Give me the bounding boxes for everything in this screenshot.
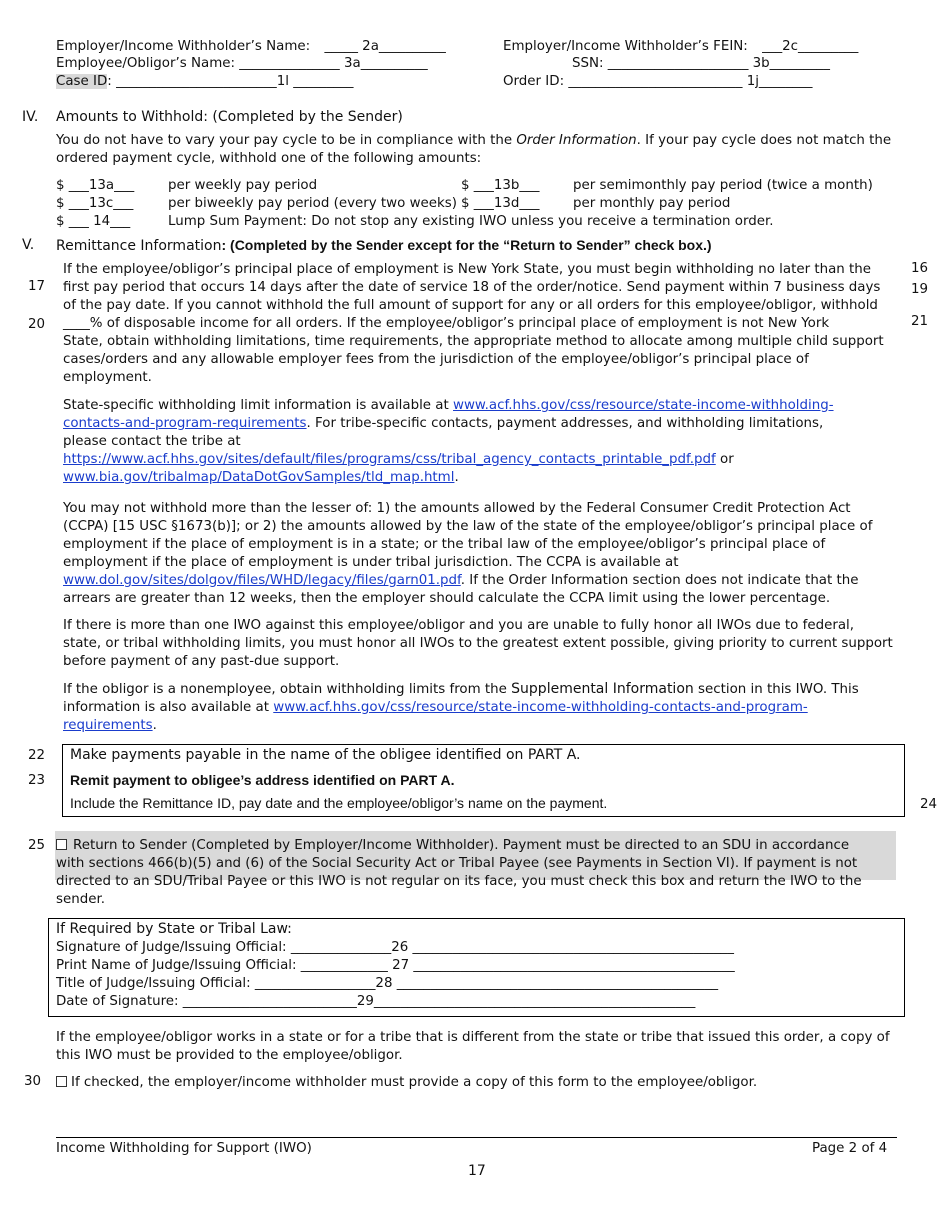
ccpa-link[interactable]: www.dol.gov/sites/dolgov/files/WHD/legacy/files/garn01.pdf [63,573,461,588]
paragraph-text: or [715,452,734,467]
paragraph-text: State-specific withholding limit information is available at [63,398,454,413]
footer-form-title: Income Withholding for Support (IWO) [56,1141,312,1156]
copy-checkbox-label: If checked, the employer/income withholder must provide a copy of this form to the employee/obligor. [71,1075,758,1090]
remittance-paragraph-2 [63,397,903,487]
margin-number-25: 25 [28,838,46,853]
amount-lump-sum-field[interactable]: $ ___ 14___ [56,214,131,229]
section-iv-numeral: IV. [22,109,39,125]
employer-name-label: Employer/Income Withholder’s Name: [56,39,311,54]
footer-rule [56,1137,897,1138]
paragraph-line: employment if the place of employment is under tribal jurisdiction. The CCPA is available at [63,555,679,570]
return-to-sender-checkbox[interactable] [56,839,67,850]
amount-lump-sum-label: Lump Sum Payment: Do not stop any existing IWO unless you receive a termination order. [168,214,774,229]
signature-box [48,918,905,1017]
margin-number-22: 22 [28,748,46,763]
return-to-sender-text: with sections 466(b)(5) and (6) of the Social Security Act or Tribal Payee (see Payments in Section VI). If payment is not [56,856,858,871]
paragraph-line: employment. [63,370,152,385]
remittance-paragraph-5 [63,680,903,735]
case-id-label: Case ID [56,74,108,89]
remittance-id-instruction: Include the Remittance ID, pay date and the employee/obligor’s name on the payment. [70,795,608,811]
tribal-map-link[interactable]: www.bia.gov/tribalmap/DataDotGovSamples/tld_map.html [63,470,455,485]
amount-biweekly-label: per biweekly pay period (every two weeks) [168,196,457,211]
paragraph-line: cases/orders and any allowable employer fees from the jurisdiction of the employee/obligor’s principal place of [63,352,809,367]
fein-label: Employer/Income Withholder’s FEIN: [503,39,748,54]
section-iv-heading: Amounts to Withhold: (Completed by the Sender) [56,109,403,125]
obligor-name-label: Employee/Obligor’s Name: [56,56,236,71]
footer-page-number: Page 2 of 4 [812,1141,888,1156]
copy-checkbox-row [56,1074,757,1091]
amount-monthly-field[interactable]: $ ___13d___ [461,196,540,211]
tribal-contacts-link[interactable]: https://www.acf.hhs.gov/sites/default/files/programs/css/tribal_agency_contacts_printable_pdf.pdf [63,452,716,467]
state-withholding-link-cont[interactable]: contacts-and-program-requirements [63,416,307,431]
judge-signature-field[interactable]: Signature of Judge/Issuing Official: _______________26 ________________________________________________ [56,940,734,955]
signature-date-field[interactable]: Date of Signature: __________________________29________________________________________________ [56,994,696,1009]
paragraph-text: . For tribe-specific contacts, payment addresses, and withholding limitations, [306,416,824,431]
withholding-contacts-link[interactable]: www.acf.hhs.gov/css/resource/state-income-withholding-contacts-and-program- [273,700,808,715]
paragraph-line: of the pay date. If you cannot withhold the full amount of support for any or all orders for this employee/obligor, withhold [63,298,878,313]
employer-name-row [56,38,446,55]
amount-monthly-label: per monthly pay period [573,196,731,211]
amount-weekly-field[interactable]: $ ___13a___ [56,178,135,193]
margin-number-16: 16 [911,261,929,276]
intro-text-tail: . If your pay cycle does not match the [636,133,892,148]
order-information-term: Order Information [516,133,637,148]
copy-note-line: If the employee/obligor works in a state or for a tribe that is different from the state or tribe that issued this order, a copy of [56,1030,890,1045]
amount-weekly-label: per weekly pay period [168,178,318,193]
remit-instruction: Remit payment to obligee’s address identified on PART A. [70,772,455,788]
signature-box-title: If Required by State or Tribal Law: [56,921,292,937]
margin-number-23: 23 [28,773,46,788]
paragraph-text: . If the Order Information section does not indicate that the [460,573,859,588]
payment-instructions-box [62,744,905,817]
paragraph-text: . [454,470,459,485]
paragraph-line: arrears are greater than 12 weeks, then the employer should calculate the CCPA limit using the lower percentage. [63,591,831,606]
obligor-name-field[interactable]: _______________ 3a__________ [239,56,428,71]
paragraph-text: information is also available at [63,700,274,715]
order-id-label: Order ID: [503,74,565,89]
fein-row [503,38,858,55]
return-to-sender-text: Return to Sender (Completed by Employer/Income Withholder). Payment must be directed to an SDU in accordance [73,838,850,853]
paragraph-text: please contact the tribe at [63,434,241,449]
paragraph-line: If there is more than one IWO against this employee/obligor and you are unable to fully honor all IWOs due to federal, [63,618,855,633]
obligor-name-row [56,55,428,72]
withholding-contacts-link-cont[interactable]: requirements [63,718,153,733]
section-v-heading-note: : (Completed by the Sender except for the “Return to Sender” check box.) [221,237,712,253]
paragraph-line: If the employee/obligor’s principal place of employment is New York State, you must begin withholding no later than the [63,262,872,277]
state-withholding-link[interactable]: www.acf.hhs.gov/css/resource/state-income-withholding- [453,398,834,413]
copy-note [56,1029,901,1065]
copy-to-employee-checkbox[interactable] [56,1076,67,1087]
case-id-field[interactable]: : ________________________1l _________ [107,74,354,89]
case-id-row [56,73,354,90]
remittance-paragraph-3 [63,500,903,608]
paragraph-line: You may not withhold more than the lesser of: 1) the amounts allowed by the Federal Consumer Credit Protection Act [63,501,851,516]
fein-field[interactable]: ___2c_________ [762,39,859,54]
paragraph-line: (CCPA) [15 USC §1673(b)]; or 2) the amounts allowed by the law of the state of the employee/obligor’s principal place of [63,519,873,534]
footer-center-number: 17 [468,1163,486,1179]
payable-instruction: Make payments payable in the name of the obligee identified on PART A. [70,747,581,763]
supplemental-information-term: Supplemental Information [511,681,694,697]
judge-title-field[interactable]: Title of Judge/Issuing Official: __________________28 ________________________________________________ [56,976,719,991]
ssn-field[interactable]: _____________________ 3b_________ [607,56,830,71]
order-id-row [503,73,813,90]
remittance-paragraph-1 [63,261,903,387]
margin-number-17: 17 [28,279,46,294]
paragraph-line: State, obtain withholding limitations, time requirements, the appropriate method to allocate among multiple child support [63,334,884,349]
judge-print-name-field[interactable]: Print Name of Judge/Issuing Official: _____________ 27 ________________________________________________ [56,958,735,973]
paragraph-text: If the obligor is a nonemployee, obtain withholding limits from the [63,682,512,697]
return-to-sender-block [56,837,901,909]
return-to-sender-text: directed to an SDU/Tribal Payee or this IWO is not regular on its face, you must check this box and return the IWO to the [56,874,862,889]
paragraph-text: section in this IWO. This [693,682,859,697]
section-iv-intro [56,132,901,168]
employer-name-field[interactable]: _____ 2a__________ [324,39,446,54]
ssn-row [572,55,830,72]
section-v-heading-title: Remittance Information [56,238,222,254]
withhold-percent-field[interactable]: ____% of disposable income for all orders. If the employee/obligor’s principal place of employment is not New York [63,316,830,331]
paragraph-line: employment if the place of employment is in a state; or the tribal law of the employee/obligor’s principal place of [63,537,826,552]
margin-number-20: 20 [28,317,46,332]
intro-text-line2: ordered payment cycle, withhold one of the following amounts: [56,151,482,166]
margin-number-30: 30 [24,1074,42,1089]
intro-text: You do not have to vary your pay cycle to be in compliance with the [56,133,517,148]
order-id-field[interactable]: __________________________ 1j________ [568,74,813,89]
amount-semimonthly-field[interactable]: $ ___13b___ [461,178,540,193]
remittance-paragraph-4 [63,617,903,671]
amount-semimonthly-label: per semimonthly pay period (twice a month) [573,178,873,193]
copy-note-line: this IWO must be provided to the employee/obligor. [56,1048,403,1063]
margin-number-24: 24 [920,797,938,812]
ssn-label: SSN: [572,56,604,71]
paragraph-line: state, or tribal withholding limits, you must honor all IWOs to the greatest extent possible, giving priority to current support [63,636,893,651]
paragraph-line: before payment of any past-due support. [63,654,340,669]
section-v-heading [56,237,712,255]
margin-number-21: 21 [911,314,929,329]
margin-number-19: 19 [911,282,929,297]
return-to-sender-text: sender. [56,892,105,907]
paragraph-line: first pay period that occurs 14 days after the date of service 18 of the order/notice. Send payment within 7 business days [63,280,881,295]
paragraph-text: . [152,718,157,733]
section-v-numeral: V. [22,237,35,253]
amount-biweekly-field[interactable]: $ ___13c___ [56,196,134,211]
